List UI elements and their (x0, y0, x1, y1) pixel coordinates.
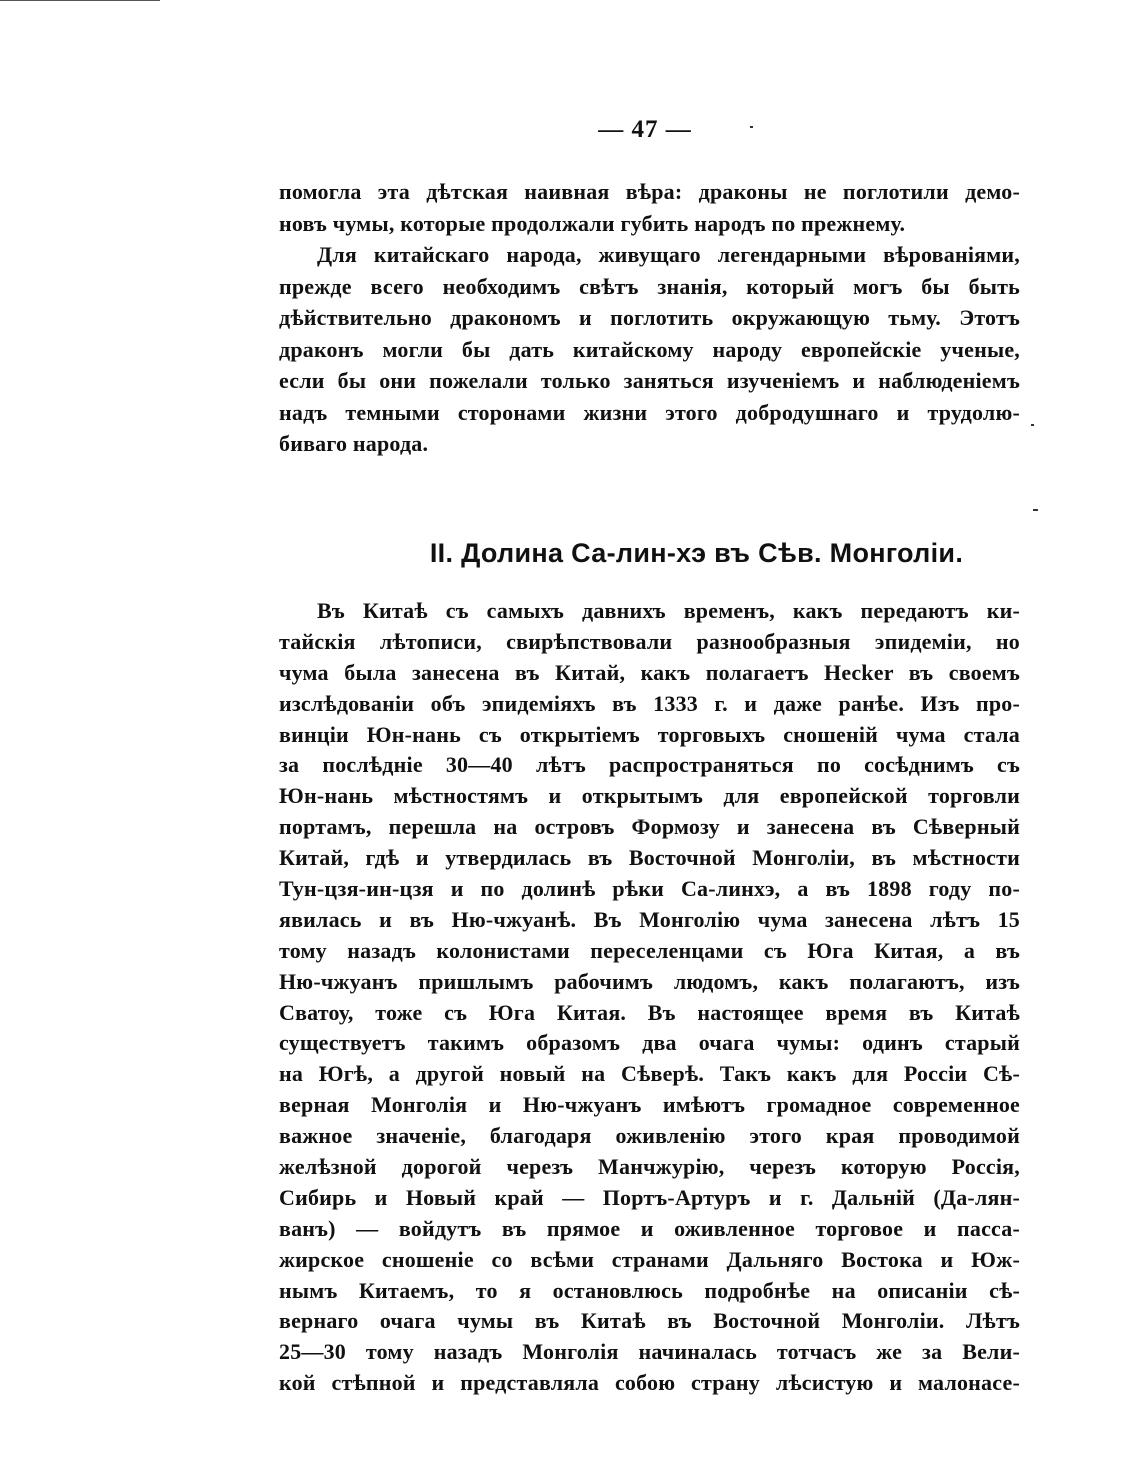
text-line: ванъ) — войдутъ въ прямое и оживленное торговое и пасса- (279, 1215, 1020, 1241)
text-line: винціи Юн-нань съ открытіемъ торговыхъ сношеній чума стала (279, 721, 1020, 747)
text-line: драконъ могли бы дать китайскому народу европейскіе ученые, (279, 336, 1020, 362)
text-line: желѣзной дорогой черезъ Манчжурію, черезъ которую Россія, (279, 1154, 1020, 1180)
text-line: новъ чумы, которые продолжали губить народъ по прежнему. (279, 210, 906, 236)
text-line: нымъ Китаемъ, то я остановлюсь подробнѣе на описаніи сѣ- (279, 1277, 1020, 1303)
section-body (279, 596, 1020, 1399)
continued-text-block (279, 176, 1020, 460)
text-line: изслѣдованіи объ эпидеміяхъ въ 1333 г. и даже ранѣе. Изъ про- (279, 690, 1020, 716)
text-line: прежде всего необходимъ свѣтъ знанія, который могъ бы быть (279, 273, 1020, 299)
text-line: биваго народа. (279, 431, 429, 456)
text-line: Китай, гдѣ и утвердилась въ Восточной Монголіи, въ мѣстности (279, 845, 1020, 871)
text-line: надъ темными сторонами жизни этого добродушнаго и трудолю- (279, 399, 1020, 425)
text-line: верная Монголія и Ню-чжуанъ имѣютъ громадное современное (279, 1092, 1020, 1118)
text-line: кой стѣпной и представляла собою страну лѣсистую и малонасе- (279, 1370, 1020, 1396)
text-line: Сибирь и Новый край — Портъ-Артуръ и г. Дальній (Да-лян- (279, 1184, 1020, 1210)
text-line: дѣйствительно дракономъ и поглотить окружающую тьму. Этотъ (279, 305, 1020, 330)
text-line: тому назадъ колонистами переселенцами съ Юга Китая, а въ (279, 937, 1020, 963)
text-line: 25—30 тому назадъ Монголія начиналась тотчасъ же за Вели- (279, 1339, 1020, 1365)
paragraph-3 (279, 596, 1020, 1399)
paragraph-1 (279, 176, 1020, 239)
text-line: важное значеніе, благодаря оживленію этого края проводимой (279, 1123, 1020, 1149)
scan-speck (1031, 424, 1034, 426)
section-title: II. Долина Са-лин-хэ въ Сѣв. Монголіи. (429, 538, 964, 568)
text-line: помогла эта дѣтская наивная вѣра: драконы не поглотили демо- (279, 179, 1020, 204)
scan-edge-line (0, 0, 160, 1)
page-number: — 47 — (598, 116, 692, 143)
text-line: явилась и въ Ню-чжуанѣ. Въ Монголію чума занесена лѣтъ 15 (279, 906, 1020, 932)
scan-speck (1033, 509, 1038, 511)
text-line: Ню-чжуанъ пришлымъ рабочимъ людомъ, какъ полагаютъ, изъ (279, 968, 1020, 994)
scan-speck (750, 126, 753, 128)
text-line: вернаго очага чумы въ Китаѣ въ Восточной Монголіи. Лѣтъ (279, 1308, 1020, 1334)
text-line: жирское сношеніе со всѣми странами Дальняго Востока и Юж- (279, 1246, 1020, 1272)
text-line: Въ Китаѣ съ самыхъ давнихъ временъ, какъ передаютъ ки- (317, 598, 1020, 623)
text-line: Тун-цзя-ин-цзя и по долинѣ рѣки Са-линхэ, а въ 1898 году по- (279, 876, 1020, 902)
text-line: Сватоу, тоже съ Юга Китая. Въ настоящее время въ Китаѣ (279, 999, 1020, 1025)
text-line: чума была занесена въ Китай, какъ полагаетъ Hecker въ своемъ (279, 659, 1020, 685)
text-line: портамъ, перешла на островъ Формозу и занесена въ Сѣверный (279, 814, 1020, 840)
paragraph-2 (279, 239, 1020, 460)
text-line: Для китайскаго народа, живущаго легендарными вѣрованіями, (317, 242, 1020, 267)
text-line: если бы они пожелали только заняться изученіемъ и наблюденіемъ (279, 368, 1020, 393)
text-line: тайскія лѣтописи, свирѣпствовали разнообразныя эпидеміи, но (279, 628, 1020, 654)
text-line: существуетъ такимъ образомъ два очага чумы: одинъ старый (279, 1030, 1020, 1056)
text-line: Юн-нань мѣстностямъ и открытымъ для европейской торговли (279, 783, 1020, 809)
text-line: за послѣдніе 30—40 лѣтъ распространяться по сосѣднимъ съ (279, 752, 1020, 778)
text-line: на Югѣ, а другой новый на Сѣверѣ. Такъ какъ для Россіи Сѣ- (279, 1061, 1020, 1087)
